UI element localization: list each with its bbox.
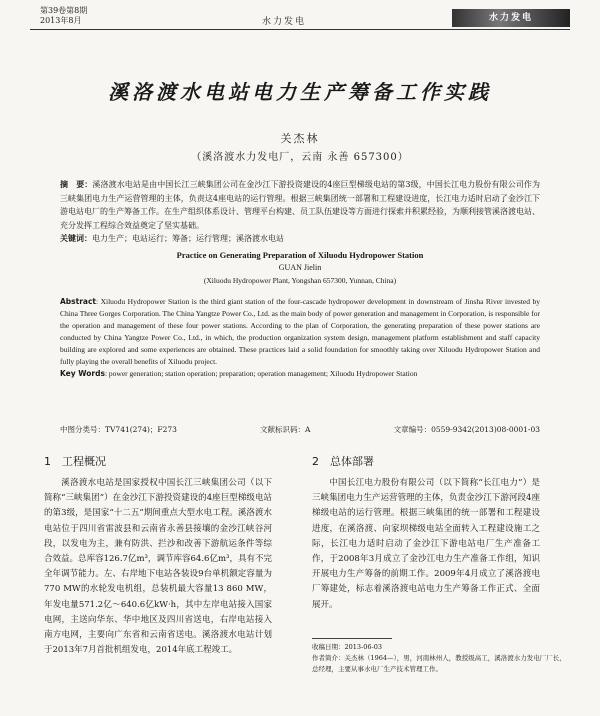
section-body-deployment — [312, 476, 540, 613]
footnotes — [312, 642, 570, 675]
journal-name: 水力发电 — [262, 17, 307, 27]
english-abstract-text: : Xiluodu Hydropower Station is the third giant station of the four-cascade hydropower development in downstream of Jinsha River invested by China Three Gorges Corporation. The China Yangtze Power Co., Ltd. as the main body of power generation and management in Corporation, is responsible for the operation and management of these four power stations. According to the plan of Corporation, the generating preparation of these power stations are conducted by China Yangtze Power Co., Ltd., in which, the production organization system design, management platform establishment and staff capacity building are explored and some experiences are obtained. These practices laid a solid foundation for smoothly taking over Xiluodu Hydropower Station and fully playing the overall benefits of Xiluodu project. — [60, 297, 540, 366]
english-title: Practice on Generating Preparation of Xiluodu Hydropower Station — [176, 250, 424, 260]
issue-volume: 第39卷第8期 — [40, 6, 88, 15]
english-abstract-label: Abstract — [60, 297, 97, 306]
english-keywords-text: : power generation; station operation; preparation; operation management; Xiluodu Hydropower Station — [104, 369, 418, 378]
journal-logo: 水力发电 — [452, 9, 570, 27]
section-body-overview — [44, 476, 272, 658]
section-heading-overview: 1 工程概况 — [44, 455, 106, 468]
english-affiliation: (Xiluodu Hydropower Plant, Yongshan 657300, Yunnan, China) — [203, 276, 397, 285]
section-heading-deployment: 2 总体部署 — [312, 455, 374, 468]
english-keywords-label: Key Words — [60, 369, 105, 378]
deployment-paragraph: 中国长江电力股份有限公司（以下简称“长江电力”）是三峡集团电力生产运营管理的主体，负责金沙江下游河段4座梯级电站的运行管理。根据三峡集团的统一部署和工程建设进度，在溪洛渡、向家坝梯级电站全面转入工程建设施工之际，长江电力适时启动了金沙江下游电站电厂生产准备工作，于2008年3月成立了金沙江电力生产准备工作组，知识开展电力生产筹备的前期工作。2009年4月成立了溪洛渡电厂筹建处，标志着溪洛渡电站电力生产筹备工作正式、全面展开。 — [312, 478, 540, 610]
chinese-abstract — [60, 178, 540, 246]
footnote-divider — [312, 638, 392, 639]
header-divider — [30, 29, 570, 30]
issue-info — [40, 6, 87, 26]
author-affiliation: （溪洛渡水力发电厂，云南 永善 657300） — [191, 152, 409, 163]
article-number: 文章编号：0559-9342(2013)08-0001-03 — [393, 425, 540, 434]
english-author: GUAN Jielin — [278, 263, 322, 272]
received-date: 收稿日期：2013-06-03 — [312, 643, 382, 651]
document-code: 文献标识码：A — [260, 425, 311, 434]
classification-line — [60, 424, 540, 435]
keywords-text: 电力生产；电站运行；筹备；运行管理；溪洛渡水电站 — [92, 234, 284, 243]
overview-paragraph: 溪洛渡水电站是国家授权中国长江三峡集团公司（以下简称“三峡集团”）在金沙江下游投资建设的4座巨型梯级电站的第3级，是国家“十二五”期间重点大型水电工程。溪洛渡水电站位于四川省雷波县和云南省永善县接壤的金沙江峡谷河段，以发电为主，兼有防洪、拦沙和改善下游航运条件等综合效益。总库容126.7亿m³，调节库容64.6亿m³，具有不完全年调节能力。左、右岸地下电站各装设9台单机额定容量为770 MW的水轮发电机组，总装机最大容量13 860 MW，年发电量571.2亿～640.6亿kW·h，其中左岸电站接入国家电网，主送向华东、华中地区及四川省送电，右岸电站接入南方电网，主要向广东省和云南省送电。溪洛渡水电站计划于2013年7月首批机组发电，2014年底工程竣工。 — [44, 478, 272, 656]
abstract-text: 溪洛渡水电站是由中国长江三峡集团公司在金沙江下游投资建设的4座巨型梯级电站的第3级，中国长江电力股份有限公司作为三峡集团电力生产运营管理的主体，负责这4座电站的运行管理。根据三峡集团统一部署和工程建设进度，长江电力适时启动了金沙江下游电站电厂的生产筹备工作。在生产组织体系设计、管理平台构建、员工队伍建设等方面进行探索并积累经验，为顺利接管溪洛渡电站、充分发挥工程综合效益奠定了坚实基础。 — [60, 180, 540, 230]
keywords-label: 关键词： — [60, 234, 92, 243]
english-abstract — [60, 296, 540, 380]
author-bio: 作者简介：关杰林（1964—），男，河南林州人，教授级高工，溪洛渡水力发电厂厂长，总经理，主要从事水电厂生产技术管理工作。 — [312, 654, 566, 673]
clc-number: 中图分类号：TV741(274)；F273 — [60, 425, 177, 434]
article-title: 溪洛渡水电站电力生产筹备工作实践 — [108, 80, 492, 104]
abstract-label: 摘 要： — [60, 180, 93, 189]
issue-date: 2013年8月 — [40, 16, 82, 25]
article-author: 关杰林 — [280, 132, 320, 145]
